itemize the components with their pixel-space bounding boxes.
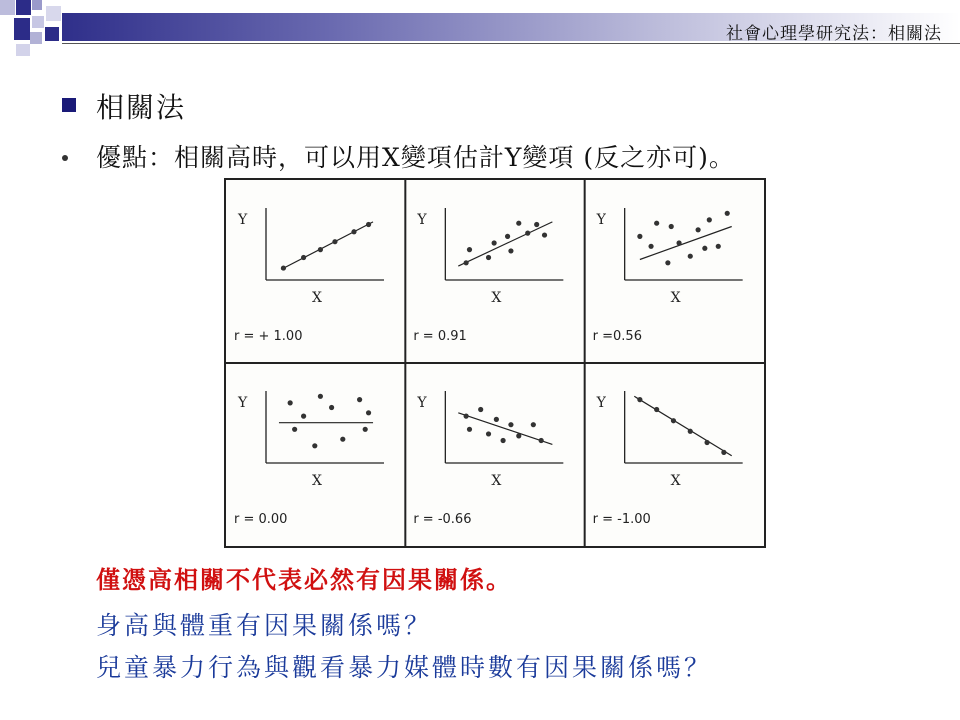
scatter-point (281, 265, 286, 270)
scatter-point (332, 239, 337, 244)
scatter-point (671, 418, 676, 423)
scatter-point (464, 414, 469, 419)
correlation-figure-svg (226, 180, 764, 546)
y-axis-label: Y (596, 395, 606, 411)
scatter-point (508, 248, 513, 253)
scatter-point (654, 221, 659, 226)
y-axis-label: Y (596, 212, 606, 228)
scatter-point (637, 397, 642, 402)
header-square-9 (16, 44, 30, 56)
x-axis-label: X (670, 473, 681, 489)
advantage-part: 變項估計 (400, 143, 505, 172)
y-axis-label: Y (417, 395, 427, 411)
x-axis-label: X (491, 290, 502, 306)
x-axis-label: X (312, 290, 322, 306)
trend-line (634, 396, 731, 455)
header-square-4 (46, 6, 61, 21)
correlation-label: r = 0.00 (234, 512, 288, 527)
scatter-point (648, 244, 653, 249)
scatter-point (534, 222, 539, 227)
scatter-point (288, 400, 293, 405)
scatter-point (637, 234, 642, 239)
slide-header-title: 社會心理學研究法：相關法 (726, 24, 942, 44)
scatter-point (676, 240, 681, 245)
header-square-1 (0, 0, 15, 15)
scatter-point (329, 405, 334, 410)
x-axis-label: X (670, 290, 681, 306)
scatter-point (366, 222, 371, 227)
scatter-point (725, 211, 730, 216)
scatter-point (688, 254, 693, 259)
scatter-point (716, 244, 721, 249)
advantage-bullet (62, 155, 68, 161)
header-square-8 (30, 32, 42, 44)
scatter-point (467, 247, 472, 252)
advantage-part: 優點：相關高時，可以用 (96, 143, 383, 172)
scatter-point (301, 414, 306, 419)
scatter-point (318, 247, 323, 252)
advantage-text (96, 138, 735, 174)
scatter-point (478, 407, 483, 412)
scatter-point (494, 417, 499, 422)
correlation-label: r = + 1.00 (234, 329, 303, 344)
scatter-point (292, 427, 297, 432)
scatter-point (531, 422, 536, 427)
correlation-label: r = 0.91 (413, 329, 467, 344)
scatter-point (669, 224, 674, 229)
scatter-point (539, 438, 544, 443)
header-square-2 (16, 0, 31, 15)
correlation-figure (224, 178, 766, 548)
scatter-point (366, 410, 371, 415)
scatter-point (492, 240, 497, 245)
header-square-6 (32, 16, 44, 28)
scatter-point (505, 234, 510, 239)
advantage-part: 變項 (522, 143, 584, 172)
scatter-point (312, 443, 317, 448)
y-axis-label: Y (417, 212, 427, 228)
trend-line (458, 222, 552, 266)
scatter-point (516, 221, 521, 226)
scatter-point (500, 438, 505, 443)
advantage-part: 反之亦可 (594, 143, 699, 172)
scatter-point (363, 427, 368, 432)
trend-line (640, 227, 732, 260)
scatter-point (464, 260, 469, 265)
scatter-point (654, 407, 659, 412)
scatter-point (525, 231, 530, 236)
scatter-point (486, 255, 491, 260)
correlation-label: r =0.56 (592, 329, 642, 344)
advantage-part: ( (583, 143, 595, 172)
scatter-point (467, 427, 472, 432)
question-height-weight: 身高與體重有因果關係嗎？ (96, 611, 433, 640)
slide-heading: 相關法 (96, 91, 187, 124)
y-axis-label: Y (238, 212, 248, 228)
x-axis-label: X (491, 473, 502, 489)
scatter-point (696, 227, 701, 232)
advantage-part: ) (698, 143, 709, 172)
header-square-5 (14, 18, 30, 40)
trend-line (281, 222, 373, 270)
y-axis-label: Y (238, 395, 248, 411)
scatter-point (702, 246, 707, 251)
advantage-part: Y (504, 143, 523, 172)
scatter-point (704, 440, 709, 445)
correlation-label: r = -1.00 (592, 512, 651, 527)
header-square-7 (45, 27, 59, 41)
scatter-point (351, 229, 356, 234)
scatter-point (486, 431, 491, 436)
x-axis-label: X (312, 473, 322, 489)
scatter-point (721, 450, 726, 455)
advantage-part: 。 (708, 143, 735, 172)
heading-bullet (62, 98, 76, 112)
scatter-point (301, 255, 306, 260)
correlation-label: r = -0.66 (413, 512, 472, 527)
causation-warning: 僅憑高相關不代表必然有因果關係。 (96, 566, 512, 594)
scatter-point (707, 217, 712, 222)
header-square-3 (32, 0, 42, 10)
scatter-point (508, 422, 513, 427)
scatter-point (665, 260, 670, 265)
scatter-point (542, 232, 547, 237)
scatter-point (340, 437, 345, 442)
scatter-point (516, 433, 521, 438)
scatter-point (357, 397, 362, 402)
question-violence-media: 兒童暴力行為與觀看暴力媒體時數有因果關係嗎？ (96, 653, 713, 682)
advantage-part: X (382, 143, 401, 172)
scatter-point (688, 429, 693, 434)
scatter-point (318, 394, 323, 399)
